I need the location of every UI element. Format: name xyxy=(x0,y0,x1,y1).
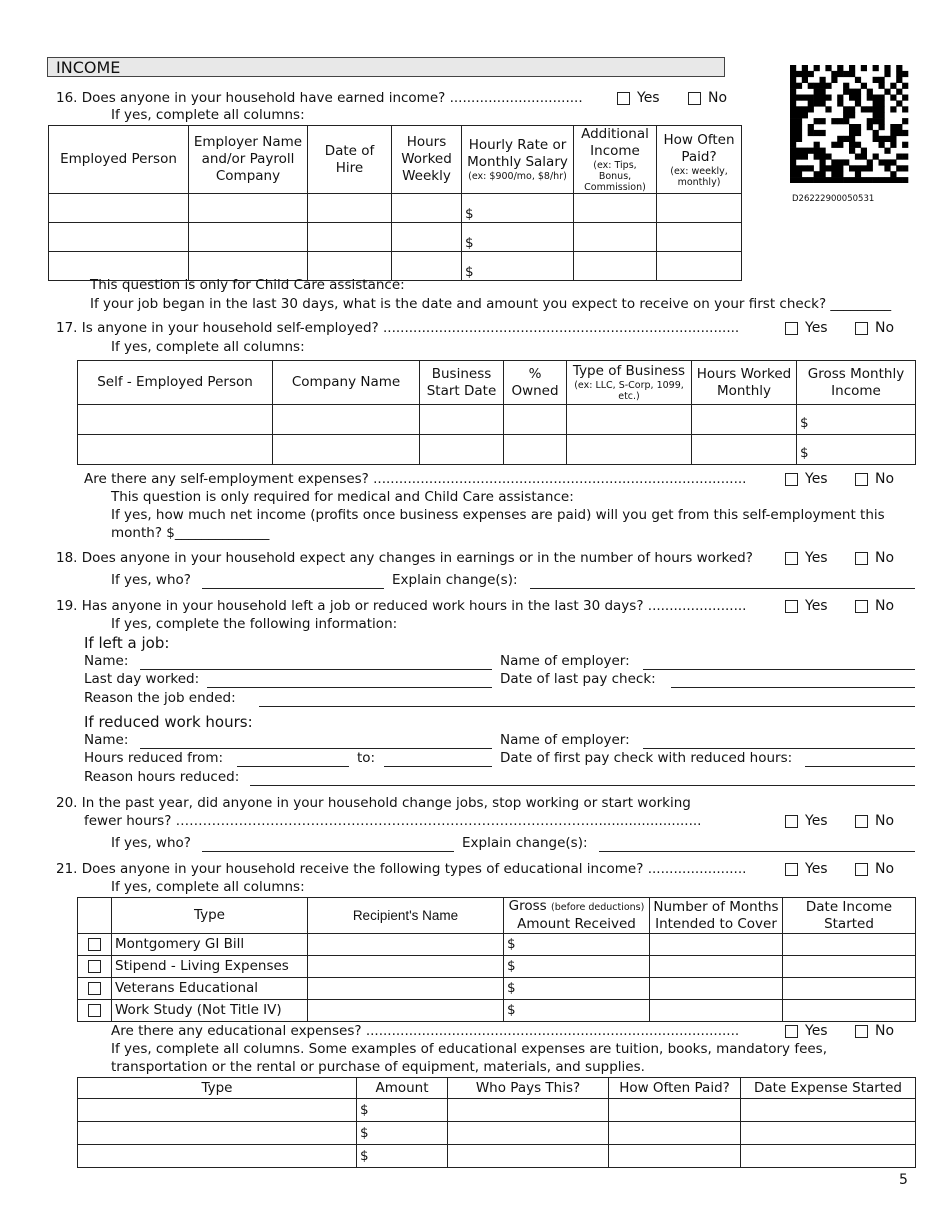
q17-expenses-note3: month? $______________ xyxy=(111,525,270,541)
q21-expenses-yes-checkbox[interactable] xyxy=(785,1025,798,1038)
col-hours-worked: Hours Worked Weekly xyxy=(392,126,462,194)
table-cell[interactable] xyxy=(189,194,308,223)
q18-who-label: If yes, who? xyxy=(111,572,191,588)
q17-expenses-question: Are there any self-employment expenses? ....................................................................................... xyxy=(84,471,747,487)
q17-question: 17. Is anyone in your household self-employed? ................................................................................... xyxy=(56,320,740,336)
table-cell[interactable] xyxy=(448,1145,609,1168)
table-cell xyxy=(78,956,112,978)
often-label: How Often Paid? xyxy=(663,131,735,165)
q19-yes-label: Yes xyxy=(805,598,828,614)
q21-expenses-note2: transportation or the rental or purchase of equipment, materials, and supplies. xyxy=(111,1059,645,1075)
q18-explain-label: Explain change(s): xyxy=(392,572,518,588)
q17-yes-checkbox[interactable] xyxy=(785,322,798,335)
table-row xyxy=(78,435,916,465)
col-employed-person: Employed Person xyxy=(49,126,189,194)
table-cell[interactable] xyxy=(650,978,783,1000)
last-pay-label: Date of last pay check: xyxy=(500,671,656,687)
q17-expenses-yes-checkbox[interactable] xyxy=(785,473,798,486)
dollar-sign: $ xyxy=(507,958,516,974)
table-cell[interactable] xyxy=(783,956,916,978)
left-employer-label: Name of employer: xyxy=(500,653,630,669)
q16-yes-checkbox[interactable] xyxy=(617,92,630,105)
q20-question-line2: fewer hours? …………………………………………………………………………………......................... xyxy=(84,813,702,829)
table-row xyxy=(78,956,916,978)
rate-label: Hourly Rate or Monthly Salary xyxy=(467,137,568,170)
q21-question: 21. Does anyone in your household receive the following types of educational income? ....................... xyxy=(56,861,747,877)
table-cell[interactable] xyxy=(657,252,742,281)
additional-label: Additional Income xyxy=(581,126,649,159)
table-cell[interactable] xyxy=(448,1122,609,1145)
table-row xyxy=(78,1000,916,1022)
q20-question-line1: 20. In the past year, did anyone in your household change jobs, stop working or start working xyxy=(56,795,691,811)
table-cell[interactable] xyxy=(273,405,420,435)
q17-subtext: If yes, complete all columns: xyxy=(111,339,305,355)
dollar-sign: $ xyxy=(360,1101,369,1118)
q17-no-checkbox[interactable] xyxy=(855,322,868,335)
q21-expenses-no-checkbox[interactable] xyxy=(855,1025,868,1038)
q21-expenses-no-label: No xyxy=(875,1023,895,1039)
hours-from-label: Hours reduced from: xyxy=(84,750,224,766)
q16-note2: If your job began in the last 30 days, what is the date and amount you expect to receive on your first check? _________ xyxy=(90,296,892,312)
q17-expenses-yes-label: Yes xyxy=(805,471,828,487)
table-cell xyxy=(78,978,112,1000)
table-row xyxy=(78,405,916,435)
table-cell[interactable] xyxy=(504,435,567,465)
q20-no-label: No xyxy=(875,813,895,829)
reduced-hours-title: If reduced work hours: xyxy=(84,713,253,731)
table-cell[interactable] xyxy=(392,194,462,223)
left-job-title: If left a job: xyxy=(84,634,170,652)
q21-expenses-yes-label: Yes xyxy=(805,1023,828,1039)
table-cell[interactable] xyxy=(783,1000,916,1022)
table-row xyxy=(78,1099,916,1122)
hours-to-field[interactable] xyxy=(384,766,492,767)
additional-example: (ex: Tips, Bonus, Commission) xyxy=(584,160,646,193)
reason-reduced-field[interactable] xyxy=(250,785,915,786)
col-hourly-rate xyxy=(462,126,574,194)
table-cell[interactable] xyxy=(797,405,916,435)
income-type-label: Stipend - Living Expenses xyxy=(112,956,308,978)
self-employment-table xyxy=(77,360,916,465)
table-cell[interactable] xyxy=(78,1145,357,1168)
table-cell[interactable] xyxy=(567,435,692,465)
q21-yes-checkbox[interactable] xyxy=(785,863,798,876)
hours-to-label: to: xyxy=(357,750,376,766)
table-cell[interactable] xyxy=(567,405,692,435)
page-number: 5 xyxy=(899,1172,908,1188)
col-self-employed-person: Self - Employed Person xyxy=(78,361,273,405)
q20-explain-field[interactable] xyxy=(599,851,915,852)
q18-who-field[interactable] xyxy=(202,588,384,589)
barcode-datamatrix xyxy=(790,65,910,183)
q19-question: 19. Has anyone in your household left a job or reduced work hours in the last 30 days? ....................... xyxy=(56,598,747,614)
q18-yes-checkbox[interactable] xyxy=(785,552,798,565)
table-cell[interactable] xyxy=(574,194,657,223)
col-expense-type: Type xyxy=(78,1078,357,1099)
col-date-expense-started: Date Expense Started xyxy=(741,1078,916,1099)
q17-expenses-note1: This question is only required for medical and Child Care assistance: xyxy=(111,489,574,505)
table-cell[interactable] xyxy=(783,978,916,1000)
dollar-sign: $ xyxy=(465,205,474,222)
table-cell[interactable] xyxy=(741,1122,916,1145)
q21-no-checkbox[interactable] xyxy=(855,863,868,876)
reason-ended-label: Reason the job ended: xyxy=(84,690,236,706)
col-type: Type xyxy=(112,898,308,934)
col-who-pays: Who Pays This? xyxy=(448,1078,609,1099)
table-cell[interactable] xyxy=(308,956,504,978)
table-row xyxy=(78,978,916,1000)
col-number-of-months: Number of Months Intended to Cover xyxy=(650,898,783,934)
table-cell[interactable] xyxy=(504,405,567,435)
table-cell[interactable] xyxy=(609,1099,741,1122)
dollar-sign: $ xyxy=(465,234,474,251)
q16-no-label: No xyxy=(708,90,728,106)
table-cell[interactable] xyxy=(420,405,504,435)
table-cell[interactable] xyxy=(650,956,783,978)
table-cell[interactable] xyxy=(462,223,574,252)
col-how-often-paid-exp: How Often Paid? xyxy=(609,1078,741,1099)
table-cell[interactable] xyxy=(308,1000,504,1022)
table-cell[interactable] xyxy=(504,1000,650,1022)
table-cell[interactable] xyxy=(273,435,420,465)
table-cell[interactable] xyxy=(574,252,657,281)
q20-explain-label: Explain change(s): xyxy=(462,835,588,851)
hours-from-field[interactable] xyxy=(237,766,349,767)
q21-expenses-question: Are there any educational expenses? ....................................................................................... xyxy=(111,1023,740,1039)
income-type-checkbox[interactable] xyxy=(88,1004,101,1017)
reduced-name-field[interactable] xyxy=(140,748,492,749)
educational-expenses-table xyxy=(77,1077,916,1168)
income-type-checkbox[interactable] xyxy=(88,960,101,973)
table-cell[interactable] xyxy=(574,223,657,252)
reason-ended-field[interactable] xyxy=(259,706,915,707)
q20-yes-checkbox[interactable] xyxy=(785,815,798,828)
table-cell[interactable] xyxy=(657,194,742,223)
col-additional-income xyxy=(574,126,657,194)
table-cell[interactable] xyxy=(308,978,504,1000)
left-name-field[interactable] xyxy=(140,669,492,670)
table-cell[interactable] xyxy=(504,978,650,1000)
income-type-checkbox[interactable] xyxy=(88,938,101,951)
q19-no-label: No xyxy=(875,598,895,614)
first-pay-field[interactable] xyxy=(805,766,915,767)
q18-no-label: No xyxy=(875,550,895,566)
reduced-employer-field[interactable] xyxy=(643,748,915,749)
dollar-sign: $ xyxy=(465,263,474,280)
q16-no-checkbox[interactable] xyxy=(688,92,701,105)
q19-subtext: If yes, complete the following information: xyxy=(111,616,398,632)
col-date-income-started: Date Income Started xyxy=(783,898,916,934)
gross-label: Gross xyxy=(508,898,547,914)
table-cell[interactable] xyxy=(357,1099,448,1122)
dollar-sign: $ xyxy=(507,1002,516,1018)
q17-no-label: No xyxy=(875,320,895,336)
reason-reduced-label: Reason hours reduced: xyxy=(84,769,240,785)
col-gross-monthly-income: Gross Monthly Income xyxy=(797,361,916,405)
table-cell[interactable] xyxy=(609,1122,741,1145)
income-type-label: Veterans Educational xyxy=(112,978,308,1000)
reduced-employer-label: Name of employer: xyxy=(500,732,630,748)
section-title: INCOME xyxy=(47,57,725,77)
table-cell[interactable] xyxy=(783,934,916,956)
last-pay-field[interactable] xyxy=(671,687,915,688)
q20-no-checkbox[interactable] xyxy=(855,815,868,828)
last-day-field[interactable] xyxy=(207,687,492,688)
table-cell[interactable] xyxy=(504,934,650,956)
table-cell[interactable] xyxy=(797,435,916,465)
type-example: (ex: LLC, S-Corp, 1099, etc.) xyxy=(574,380,684,402)
dollar-sign: $ xyxy=(800,415,809,431)
col-recipient-name: Recipient's Name xyxy=(308,898,504,934)
table-cell[interactable] xyxy=(357,1122,448,1145)
first-pay-label: Date of first pay check with reduced hours: xyxy=(500,750,793,766)
table-row xyxy=(78,1122,916,1145)
table-cell[interactable] xyxy=(609,1145,741,1168)
table-cell[interactable] xyxy=(357,1145,448,1168)
table-cell[interactable] xyxy=(420,435,504,465)
table-row xyxy=(49,223,742,252)
table-cell[interactable] xyxy=(49,223,189,252)
income-type-label: Work Study (Not Title IV) xyxy=(112,1000,308,1022)
q16-yes-label: Yes xyxy=(637,90,660,106)
table-cell[interactable] xyxy=(78,435,273,465)
table-cell[interactable] xyxy=(308,194,392,223)
often-example: (ex: weekly, monthly) xyxy=(670,165,728,188)
income-type-checkbox[interactable] xyxy=(88,982,101,995)
amount-received-label: Amount Received xyxy=(517,916,636,932)
table-cell[interactable] xyxy=(78,1122,357,1145)
dollar-sign: $ xyxy=(360,1124,369,1141)
col-percent-owned: % Owned xyxy=(504,361,567,405)
table-cell[interactable] xyxy=(741,1145,916,1168)
table-cell[interactable] xyxy=(392,223,462,252)
q16-question: 16. Does anyone in your household have earned income? ............................... xyxy=(56,90,583,106)
q20-yes-label: Yes xyxy=(805,813,828,829)
type-label: Type of Business xyxy=(572,363,686,379)
dollar-sign: $ xyxy=(800,445,809,461)
q19-yes-checkbox[interactable] xyxy=(785,600,798,613)
reduced-name-label: Name: xyxy=(84,732,129,748)
col-date-of-hire: Date of Hire xyxy=(308,126,392,194)
q18-yes-label: Yes xyxy=(805,550,828,566)
table-cell xyxy=(78,934,112,956)
q18-explain-field[interactable] xyxy=(530,588,915,589)
q17-expenses-no-label: No xyxy=(875,471,895,487)
table-cell[interactable] xyxy=(504,956,650,978)
col-business-start-date: Business Start Date xyxy=(420,361,504,405)
col-how-often-paid xyxy=(657,126,742,194)
col-employer-name: Employer Name and/or Payroll Company xyxy=(189,126,308,194)
col-gross-amount xyxy=(504,898,650,934)
table-cell[interactable] xyxy=(308,934,504,956)
last-day-label: Last day worked: xyxy=(84,671,200,687)
table-cell xyxy=(78,1000,112,1022)
table-cell[interactable] xyxy=(462,194,574,223)
table-row xyxy=(49,194,742,223)
q19-no-checkbox[interactable] xyxy=(855,600,868,613)
table-cell[interactable] xyxy=(189,223,308,252)
col-expense-amount: Amount xyxy=(357,1078,448,1099)
table-cell[interactable] xyxy=(741,1099,916,1122)
table-cell[interactable] xyxy=(650,1000,783,1022)
col-company-name: Company Name xyxy=(273,361,420,405)
table-cell[interactable] xyxy=(78,1099,357,1122)
q21-yes-label: Yes xyxy=(805,861,828,877)
q18-no-checkbox[interactable] xyxy=(855,552,868,565)
dollar-sign: $ xyxy=(360,1147,369,1164)
left-name-label: Name: xyxy=(84,653,129,669)
dollar-sign: $ xyxy=(507,980,516,996)
q21-expenses-note1: If yes, complete all columns. Some examples of educational expenses are tuition, books, mandatory fees, xyxy=(111,1041,828,1057)
table-cell[interactable] xyxy=(462,252,574,281)
barcode-number: D26222900050531 xyxy=(792,194,875,204)
table-cell[interactable] xyxy=(657,223,742,252)
earned-income-table xyxy=(48,125,742,281)
table-cell[interactable] xyxy=(448,1099,609,1122)
left-employer-field[interactable] xyxy=(643,669,915,670)
q21-subtext: If yes, complete all columns: xyxy=(111,879,305,895)
table-row xyxy=(78,1145,916,1168)
q21-no-label: No xyxy=(875,861,895,877)
q17-expenses-no-checkbox[interactable] xyxy=(855,473,868,486)
gross-sub: (before deductions) xyxy=(551,902,645,913)
q17-yes-label: Yes xyxy=(805,320,828,336)
table-cell[interactable] xyxy=(692,435,797,465)
table-cell[interactable] xyxy=(650,934,783,956)
q17-expenses-note2: If yes, how much net income (profits once business expenses are paid) will you get from this self-employment this xyxy=(111,507,885,523)
q20-who-label: If yes, who? xyxy=(111,835,191,851)
table-cell[interactable] xyxy=(78,405,273,435)
table-cell[interactable] xyxy=(692,405,797,435)
col-hours-worked-monthly: Hours Worked Monthly xyxy=(692,361,797,405)
rate-example: (ex: $900/mo, $8/hr) xyxy=(468,171,567,182)
table-row xyxy=(78,934,916,956)
table-cell[interactable] xyxy=(308,223,392,252)
q18-question: 18. Does anyone in your household expect any changes in earnings or in the number of hours worked? xyxy=(56,550,753,566)
dollar-sign: $ xyxy=(507,936,516,952)
table-cell[interactable] xyxy=(49,194,189,223)
q16-subtext: If yes, complete all columns: xyxy=(111,107,305,123)
educational-income-table xyxy=(77,897,916,1022)
col-type-of-business xyxy=(567,361,692,405)
q16-note1: This question is only for Child Care assistance: xyxy=(90,277,405,293)
col-checkbox xyxy=(78,898,112,934)
income-type-label: Montgomery GI Bill xyxy=(112,934,308,956)
q20-who-field[interactable] xyxy=(202,851,454,852)
